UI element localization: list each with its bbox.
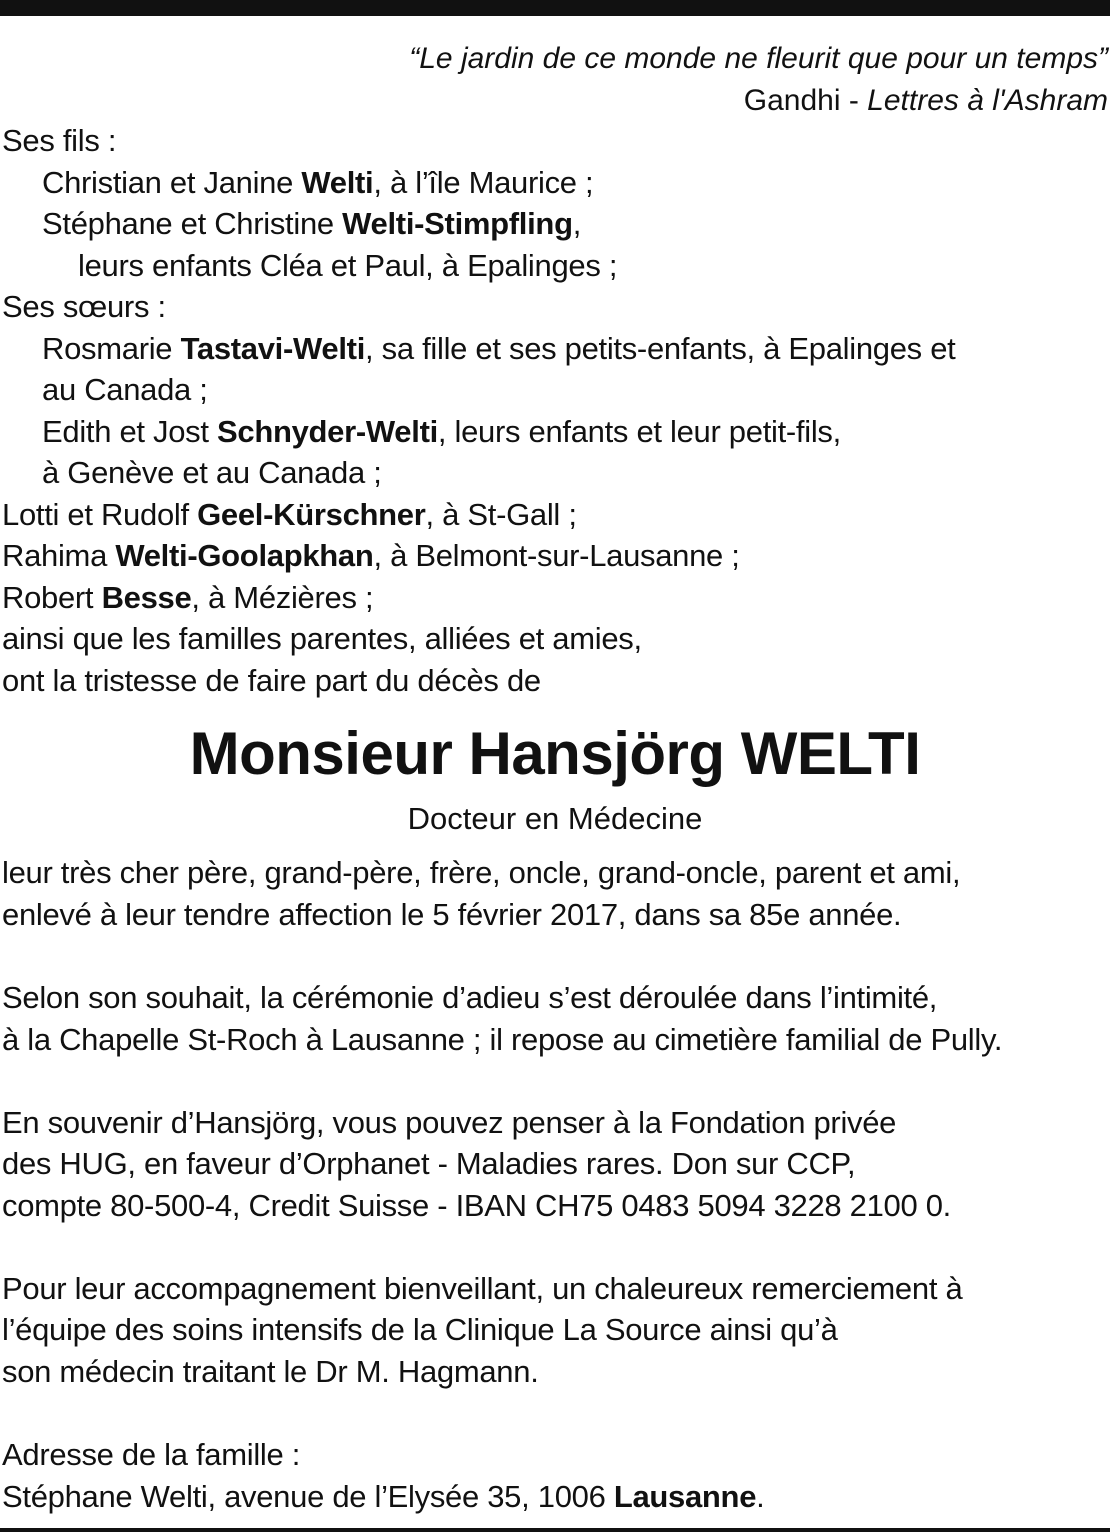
top-rule — [0, 0, 1110, 16]
address-end: . — [756, 1479, 765, 1514]
announce-line: ont la tristesse de faire part du décès de — [2, 663, 541, 698]
epigraph — [409, 38, 1108, 122]
sister2-continuation: à Genève et au Canada ; — [42, 455, 382, 490]
sons-heading: Ses fils : — [2, 123, 117, 158]
p4-line-1: Pour leur accompagnement bienveillant, un chaleureux remerciement à — [2, 1271, 963, 1306]
p4-line-3: son médecin traitant le Dr M. Hagmann. — [2, 1354, 539, 1389]
relative-line-1 — [2, 494, 577, 536]
rel1-post: , à St-Gall ; — [425, 497, 577, 532]
sister1-continuation: au Canada ; — [42, 372, 208, 407]
p3-line-2: des HUG, en faveur d’Orphanet - Maladies rares. Don sur CCP, — [2, 1146, 856, 1181]
p1-line-2: enlevé à leur tendre affection le 5 février 2017, dans sa 85e année. — [2, 897, 902, 932]
sister1-name: Tastavi-Welti — [180, 331, 366, 366]
son2-name: Welti-Stimpfling — [342, 206, 573, 241]
rel3-post: , à Mézières ; — [191, 580, 374, 615]
rel3-pre: Robert — [2, 580, 102, 615]
address-street: Stéphane Welti, avenue de l’Elysée 35, 1006 — [2, 1479, 614, 1514]
relative-line-3 — [2, 577, 373, 619]
epigraph-author: Gandhi - — [743, 84, 868, 117]
rel3-name: Besse — [101, 580, 192, 615]
p4-line-2: l’équipe des soins intensifs de la Clinique La Source ainsi qu’à — [2, 1312, 838, 1347]
son2-post: , — [572, 206, 582, 241]
epigraph-attribution — [409, 80, 1108, 122]
deceased-title: Docteur en Médecine — [407, 801, 703, 836]
rel2-post: , à Belmont-sur-Lausanne ; — [373, 538, 740, 573]
sister1-post: , sa fille et ses petits-enfants, à Epalinges et — [365, 331, 956, 366]
sister2-post: , leurs enfants et leur petit-fils, — [437, 414, 841, 449]
epigraph-source: Lettres à l'Ashram — [867, 84, 1108, 117]
sister1-pre: Rosmarie — [42, 331, 181, 366]
p2-line-1: Selon son souhait, la cérémonie d’adieu s’est déroulée dans l’intimité, — [2, 980, 938, 1015]
sisters-heading: Ses sœurs : — [2, 289, 166, 324]
son1-pre: Christian et Janine — [42, 165, 302, 200]
address-heading: Adresse de la famille : — [2, 1437, 301, 1472]
p2-line-2: à la Chapelle St-Roch à Lausanne ; il repose au cimetière familial de Pully. — [2, 1022, 1003, 1057]
son-line-2 — [42, 203, 581, 245]
address-city: Lausanne — [613, 1479, 757, 1514]
others-line: ainsi que les familles parentes, alliées et amies, — [2, 621, 642, 656]
bottom-rule — [0, 1528, 1110, 1532]
son2-children: leurs enfants Cléa et Paul, à Epalinges ; — [78, 248, 618, 283]
son2-pre: Stéphane et Christine — [42, 206, 343, 241]
rel2-name: Welti-Goolapkhan — [115, 538, 374, 573]
rel1-name: Geel-Kürschner — [197, 497, 426, 532]
address-line — [2, 1476, 764, 1518]
epigraph-quote: “Le jardin de ce monde ne fleurit que pour un temps” — [409, 42, 1108, 75]
sister-line-1 — [42, 328, 955, 370]
sister-line-2 — [42, 411, 841, 453]
deceased-name: Monsieur Hansjörg WELTI — [189, 720, 921, 787]
son1-name: Welti — [301, 165, 374, 200]
rel2-pre: Rahima — [2, 538, 116, 573]
rel1-pre: Lotti et Rudolf — [2, 497, 198, 532]
sister2-pre: Edith et Jost — [42, 414, 218, 449]
p1-line-1: leur très cher père, grand-père, frère, oncle, grand-oncle, parent et ami, — [2, 855, 961, 890]
son-line-1 — [42, 162, 593, 204]
son1-post: , à l’île Maurice ; — [373, 165, 594, 200]
sister2-name: Schnyder-Welti — [217, 414, 438, 449]
p3-line-3: compte 80-500-4, Credit Suisse - IBAN CH75 0483 5094 3228 2100 0. — [2, 1188, 951, 1223]
p3-line-1: En souvenir d’Hansjörg, vous pouvez penser à la Fondation privée — [2, 1105, 897, 1140]
relative-line-2 — [2, 535, 740, 577]
